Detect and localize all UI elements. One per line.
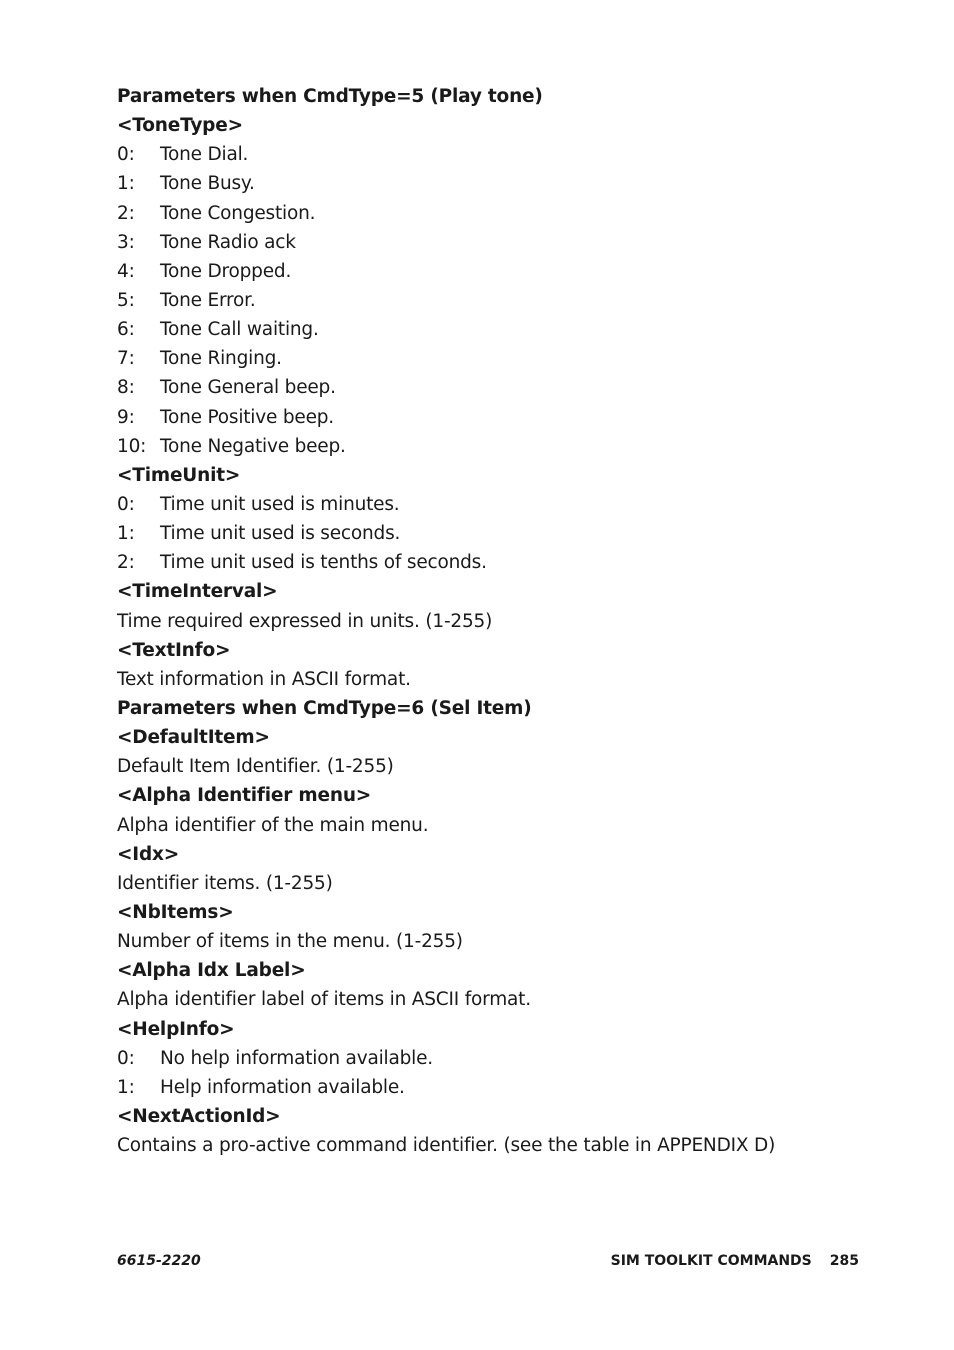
section-heading: <ToneType> <box>117 115 243 137</box>
list-item <box>117 1044 877 1073</box>
list-item <box>117 403 877 432</box>
list-item-number: 2: <box>117 552 135 574</box>
list-item-text: Tone Dropped. <box>160 260 292 282</box>
list-item-number: 2: <box>117 202 135 224</box>
list-item-text: Time unit used is tenths of seconds. <box>160 552 487 574</box>
list-item-number: 7: <box>117 348 135 370</box>
list-item-text: Tone Call waiting. <box>160 319 319 341</box>
section-heading: <Alpha Idx Label> <box>117 960 306 982</box>
section-heading: <Alpha Identifier menu> <box>117 785 372 807</box>
list-item-number: 8: <box>117 377 135 399</box>
list-item-text: Tone Busy. <box>160 173 255 195</box>
section-heading: <TextInfo> <box>117 639 231 661</box>
section-heading: <TimeUnit> <box>117 464 241 486</box>
list-item <box>117 286 877 315</box>
list-item <box>117 432 877 461</box>
list-item-text: Tone Congestion. <box>160 202 316 224</box>
section-heading: <DefaultItem> <box>117 727 270 749</box>
list-item-text: Help information available. <box>160 1076 405 1098</box>
body-text: Alpha identifier label of items in ASCII format. <box>117 989 531 1011</box>
list-item-number: 4: <box>117 260 135 282</box>
list-item-number: 1: <box>117 173 135 195</box>
section-heading: <NextActionId> <box>117 1105 281 1127</box>
list-item <box>117 199 877 228</box>
list-item <box>117 490 877 519</box>
list-item-number: 3: <box>117 231 135 253</box>
list-item-text: Tone General beep. <box>160 377 336 399</box>
body-text: Default Item Identifier. (1-255) <box>117 756 394 778</box>
list-item <box>117 257 877 286</box>
list-item <box>117 169 877 198</box>
list-item-text: No help information available. <box>160 1047 433 1069</box>
list-item-text: Tone Negative beep. <box>160 435 346 457</box>
document-body <box>117 82 877 1160</box>
body-text: Text information in ASCII format. <box>117 668 411 690</box>
section-heading: Parameters when CmdType=5 (Play tone) <box>117 86 543 107</box>
list-item-number: 10: <box>117 435 147 457</box>
list-item-number: 0: <box>117 144 135 166</box>
list-item-text: Tone Positive beep. <box>160 406 334 428</box>
section-heading: <TimeInterval> <box>117 581 278 603</box>
list-item-text: Tone Error. <box>160 289 256 311</box>
list-item-text: Tone Dial. <box>160 144 249 166</box>
list-item <box>117 228 877 257</box>
section-heading: <HelpInfo> <box>117 1018 235 1040</box>
list-item-text: Time unit used is seconds. <box>160 523 401 545</box>
list-item <box>117 1073 877 1102</box>
list-item <box>117 344 877 373</box>
page-number: 285 <box>829 1253 859 1269</box>
list-item-text: Time unit used is minutes. <box>160 493 400 515</box>
list-item-text: Tone Ringing. <box>160 348 282 370</box>
list-item <box>117 373 877 402</box>
section-heading: Parameters when CmdType=6 (Sel Item) <box>117 697 532 719</box>
section-heading: <NbItems> <box>117 901 234 923</box>
list-item <box>117 548 877 577</box>
body-text: Alpha identifier of the main menu. <box>117 814 429 836</box>
body-text: Number of items in the menu. (1-255) <box>117 931 463 953</box>
list-item-number: 9: <box>117 406 135 428</box>
section-heading: <Idx> <box>117 843 180 865</box>
footer-doc-number: 6615-2220 <box>117 1253 201 1269</box>
list-item-number: 5: <box>117 289 135 311</box>
body-text: Time required expressed in units. (1-255) <box>117 610 493 632</box>
list-item-number: 0: <box>117 1047 135 1069</box>
body-text: Contains a pro-active command identifier. (see the table in APPENDIX D) <box>117 1135 776 1157</box>
list-item-number: 6: <box>117 319 135 341</box>
body-text: Identifier items. (1-255) <box>117 872 333 894</box>
list-item-number: 0: <box>117 493 135 515</box>
list-item <box>117 140 877 169</box>
footer-section-title: SIM TOOLKIT COMMANDS <box>610 1253 812 1269</box>
footer-right <box>611 1249 859 1273</box>
list-item <box>117 519 877 548</box>
list-item-number: 1: <box>117 1076 135 1098</box>
list-item <box>117 315 877 344</box>
list-item-text: Tone Radio ack <box>160 231 296 253</box>
list-item-number: 1: <box>117 523 135 545</box>
